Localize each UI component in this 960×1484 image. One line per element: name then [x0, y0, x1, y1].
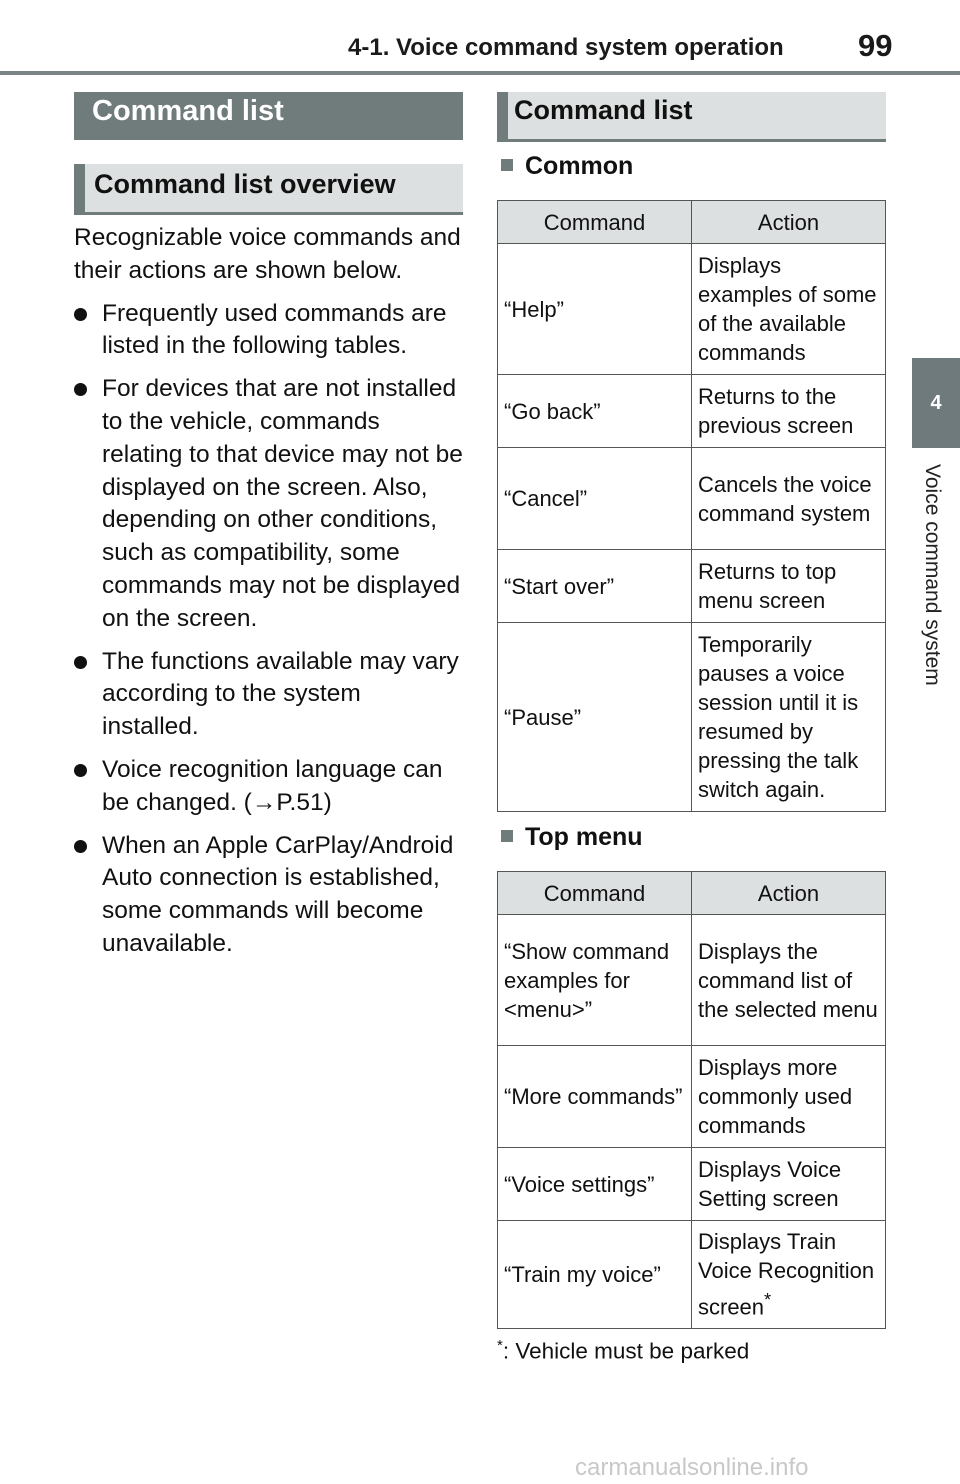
action-cell: Displays examples of some of the available commands	[692, 244, 886, 375]
bullet-dot-icon	[74, 383, 87, 396]
action-cell: Temporarily pauses a voice session until it is resumed by pressing the talk switch again.	[692, 623, 886, 812]
command-cell: “Train my voice”	[498, 1221, 692, 1329]
command-cell: “Go back”	[498, 375, 692, 448]
section-heading-top-menu: Top menu	[501, 823, 643, 852]
column-header-action: Action	[692, 201, 886, 244]
command-cell: “Start over”	[498, 550, 692, 623]
column-header-command: Command	[498, 201, 692, 244]
chapter-number: 4	[930, 391, 942, 414]
column-header-action: Action	[692, 872, 886, 915]
command-cell: “More commands”	[498, 1046, 692, 1148]
bullet-item: Frequently used commands are listed in the following tables.	[74, 298, 463, 364]
footnote: *: Vehicle must be parked	[497, 1337, 750, 1364]
table-row	[498, 448, 886, 550]
bullet-item: For devices that are not installed to the vehicle, commands relating to that device may not be displayed on the screen. Also, depending on other conditions, such as compatibility, some commands may not be displayed on the screen.	[74, 373, 463, 635]
action-cell: Returns to the previous screen	[692, 375, 886, 448]
page-number: 99	[858, 28, 893, 63]
intro-paragraph: Recognizable voice commands and their actions are shown below.	[74, 224, 461, 284]
table-row	[498, 1148, 886, 1221]
action-cell: Displays the command list of the selected menu	[692, 915, 886, 1046]
chapter-tab-label: Voice command system	[921, 464, 944, 686]
command-cell: “Show command examples for <menu>”	[498, 915, 692, 1046]
watermark: carmanualsonline.info	[575, 1454, 809, 1481]
command-cell: “Voice settings”	[498, 1148, 692, 1221]
overview-text	[74, 222, 463, 971]
table-row	[498, 1221, 886, 1329]
action-cell: Displays more commonly used commands	[692, 1046, 886, 1148]
table-header-row	[498, 201, 886, 244]
chapter-tab	[912, 358, 960, 448]
section-banner-right: Command list	[497, 92, 886, 142]
column-header-command: Command	[498, 872, 692, 915]
section-heading-common: Common	[501, 152, 633, 181]
action-cell: Cancels the voice command system	[692, 448, 886, 550]
table-row	[498, 375, 886, 448]
bullet-dot-icon	[74, 840, 87, 853]
table-row	[498, 550, 886, 623]
bullet-item: Voice recognition language can be changed. (→P.51)	[74, 754, 463, 820]
table-row	[498, 1046, 886, 1148]
command-cell: “Help”	[498, 244, 692, 375]
square-bullet-icon	[501, 830, 513, 842]
action-cell: Displays Train Voice Recognition screen*	[692, 1221, 886, 1329]
common-command-table	[497, 200, 886, 812]
table-row	[498, 915, 886, 1046]
top-menu-command-table	[497, 871, 886, 1329]
command-cell: “Pause”	[498, 623, 692, 812]
bullet-item: When an Apple CarPlay/Android Auto connection is established, some commands will become unavailable.	[74, 830, 463, 961]
bullet-dot-icon	[74, 764, 87, 777]
footnote-mark: *	[764, 1289, 772, 1311]
subsection-banner: Command list overview	[74, 164, 463, 215]
action-cell: Returns to top menu screen	[692, 550, 886, 623]
action-cell: Displays Voice Setting screen	[692, 1148, 886, 1221]
bullet-dot-icon	[74, 656, 87, 669]
section-banner-left: Command list	[74, 92, 463, 140]
command-cell: “Cancel”	[498, 448, 692, 550]
footnote-mark: *	[497, 1337, 503, 1354]
header-rule	[0, 71, 960, 75]
bullet-dot-icon	[74, 308, 87, 321]
table-row	[498, 623, 886, 812]
table-header-row	[498, 872, 886, 915]
square-bullet-icon	[501, 159, 513, 171]
running-header-title: 4-1. Voice command system operation	[348, 34, 784, 61]
bullet-item: The functions available may vary according to the system installed.	[74, 646, 463, 744]
table-row	[498, 244, 886, 375]
